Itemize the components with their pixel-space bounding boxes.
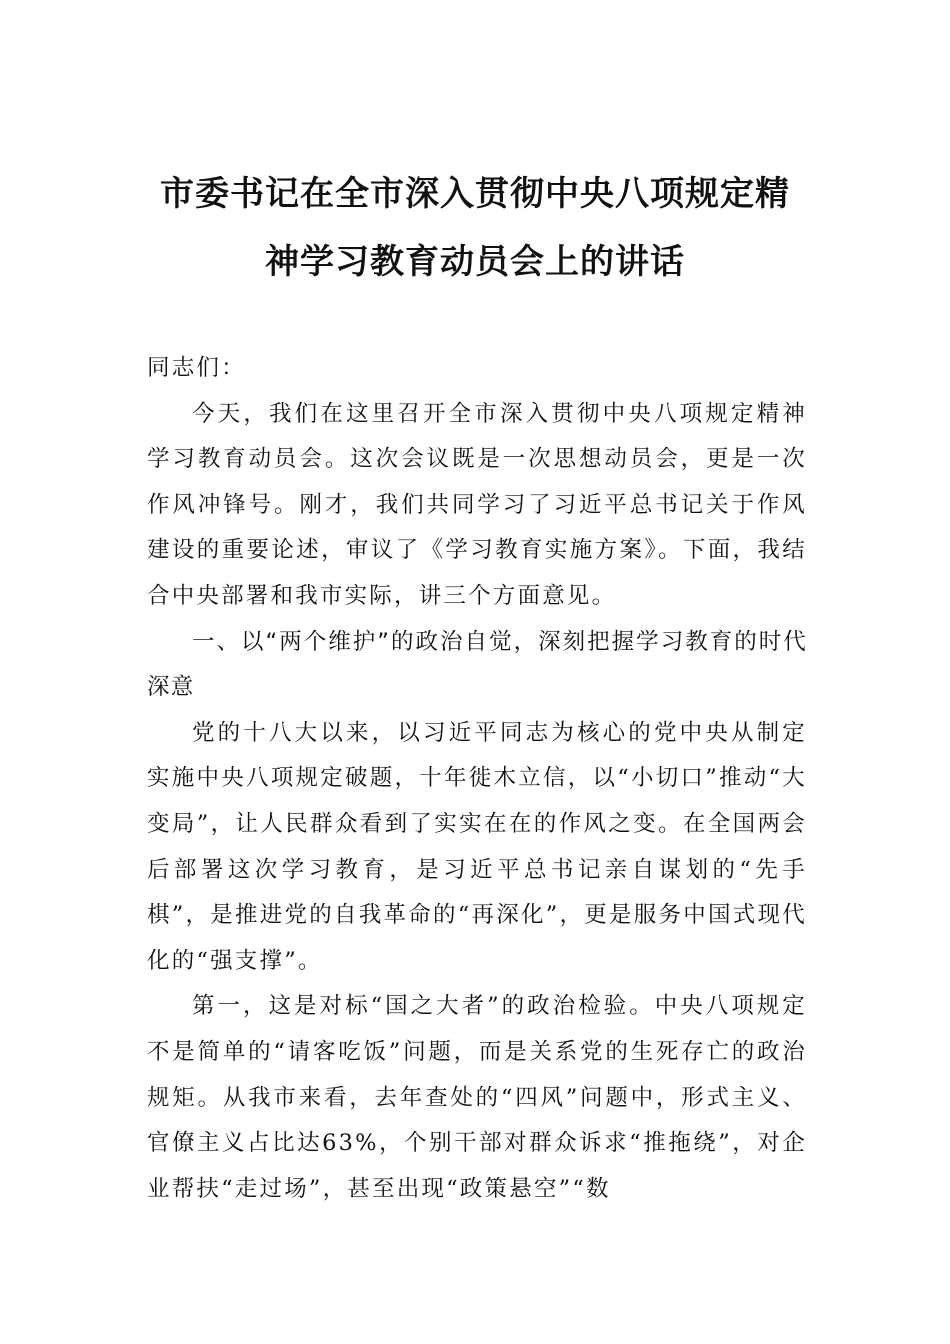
title-line-2: 神学习教育动员会上的讲话	[265, 242, 685, 282]
intro-paragraph: 今天，我们在这里召开全市深入贯彻中央八项规定精神学习教育动员会。这次会议既是一次思想动员会，更是一次作风冲锋号。刚才，我们共同学习了习近平总书记关于作风建设的重要论述，审议了《学习教育实施方案》。下面，我结合中央部署和我市实际，讲三个方面意见。	[147, 400, 807, 609]
title-line-1: 市委书记在全市深入贯彻中央八项规定精	[160, 174, 790, 214]
document-body	[147, 346, 807, 1212]
salutation: 同志们：	[147, 355, 246, 381]
body-paragraph: 党的十八大以来，以习近平同志为核心的党中央从制定实施中央八项规定破题，十年徙木立信，以“小切口”推动“大变局”，让人民群众看到了实实在在的作风之变。在全国两会后部署这次学习教育，是习近平总书记亲自谋划的“先手棋”，是推进党的自我革命的“再深化”，更是服务中国式现代化的“强支撑”。	[147, 719, 807, 974]
document-title	[145, 160, 805, 296]
body-paragraph: 第一，这是对标“国之大者”的政治检验。中央八项规定不是简单的“请客吃饭”问题，而是关系党的生死存亡的政治规矩。从我市来看，去年查处的“四风”问题中，形式主义、官僚主义占比达63%，个别干部对群众诉求“推拖绕”，对企业帮扶“走过场”，甚至出现“政策悬空”“数	[147, 993, 807, 1202]
section-heading: 一、以“两个维护”的政治自觉，深刻把握学习教育的时代深意	[147, 628, 807, 701]
